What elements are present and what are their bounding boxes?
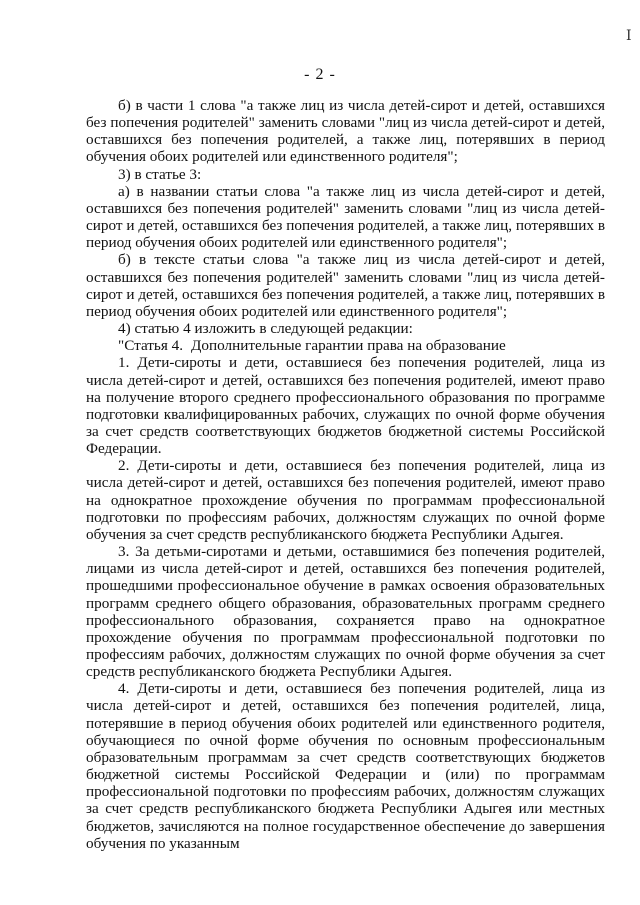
paragraph: б) в части 1 слова "а также лиц из числа детей-сирот и детей, оставшихся без попечения родителей" заменить словами "лиц из числа детей-сирот и детей, оставшихся без попечения родителей, а также лиц, потерявших в период обучения обоих родителей или единственного родителя"; <box>86 97 605 166</box>
paragraph: а) в названии статьи слова "а также лиц из числа детей-сирот и детей, оставшихся без попечения родителей" заменить словами "лиц из числа детей-сирот и детей, оставшихся без попечения родителей, а также лиц, потерявших в период обучения обоих родителей или единственного родителя"; <box>86 182 605 252</box>
clause: 2. Дети-сироты и дети, оставшиеся без попечения родителей, лица из числа детей-сирот и детей, оставшихся без попечения родителей, имеют право на однократное прохождение обучения по программам профессиональной подготовки по профессиям рабочих, должностям служащих по очной форме обучения за счет средств республиканского бюджета Республики Адыгея. <box>86 457 605 543</box>
page-number: - 2 - <box>304 66 336 83</box>
clause: 3. За детьми-сиротами и детьми, оставшимися без попечения родителей, лицами из числа детей-сирот и детей, оставшихся без попечения родителей, прошедшими профессиональное обучение в рамках освоения образовательных программ среднего общего образования, образовательных программ среднего профессионального образования, сохраняется право на однократное прохождение обучения по программам профессиональной подготовки по профессиям рабочих, должностям служащих по очной форме обучения за счет средств республиканского бюджета Республики Адыгея. <box>86 543 605 681</box>
clause: 1. Дети-сироты и дети, оставшиеся без попечения родителей, лица из числа детей-сирот и детей, оставшихся без попечения родителей, имеют право на получение второго среднего профессионального образования по программе подготовки квалифицированных рабочих, служащих по очной форме обучения за счет средств соответствующих бюджетов бюджетной системы Российской Федерации. <box>86 354 605 458</box>
article-title: Дополнительные гарантии права на образование <box>191 337 506 355</box>
document-body <box>86 97 605 852</box>
clause: 4. Дети-сироты и дети, оставшиеся без попечения родителей, лица из числа детей-сирот и детей, оставшихся без попечения родителей, лица, потерявшие в период обучения обоих родителей или единственного родителя, обучающиеся по очной форме обучения по основным профессиональным образовательным программам за счет средств соответствующих бюджетов бюджетной системы Российской Федерации и (или) по программам профессиональной подготовки по профессиям рабочих, должностям служащих за счет средств республиканского бюджета Республики Адыгея или местных бюджетов, зачисляются на полное государственное обеспечение до завершения обучения по указанным <box>86 680 605 852</box>
article-heading <box>86 337 605 354</box>
paragraph: 4) статью 4 изложить в следующей редакции: <box>118 320 413 338</box>
article-number: "Статья 4. <box>118 337 184 355</box>
paragraph: б) в тексте статьи слова "а также лиц из числа детей-сирот и детей, оставшихся без попечения родителей" заменить словами "лиц из числа детей-сирот и детей, оставшихся без попечения родителей, а также лиц, потерявших в период обучения обоих родителей или единственного родителя"; <box>86 251 605 320</box>
paragraph: 3) в статье 3: <box>118 165 202 183</box>
corner-mark: Ⅰ <box>626 29 632 44</box>
